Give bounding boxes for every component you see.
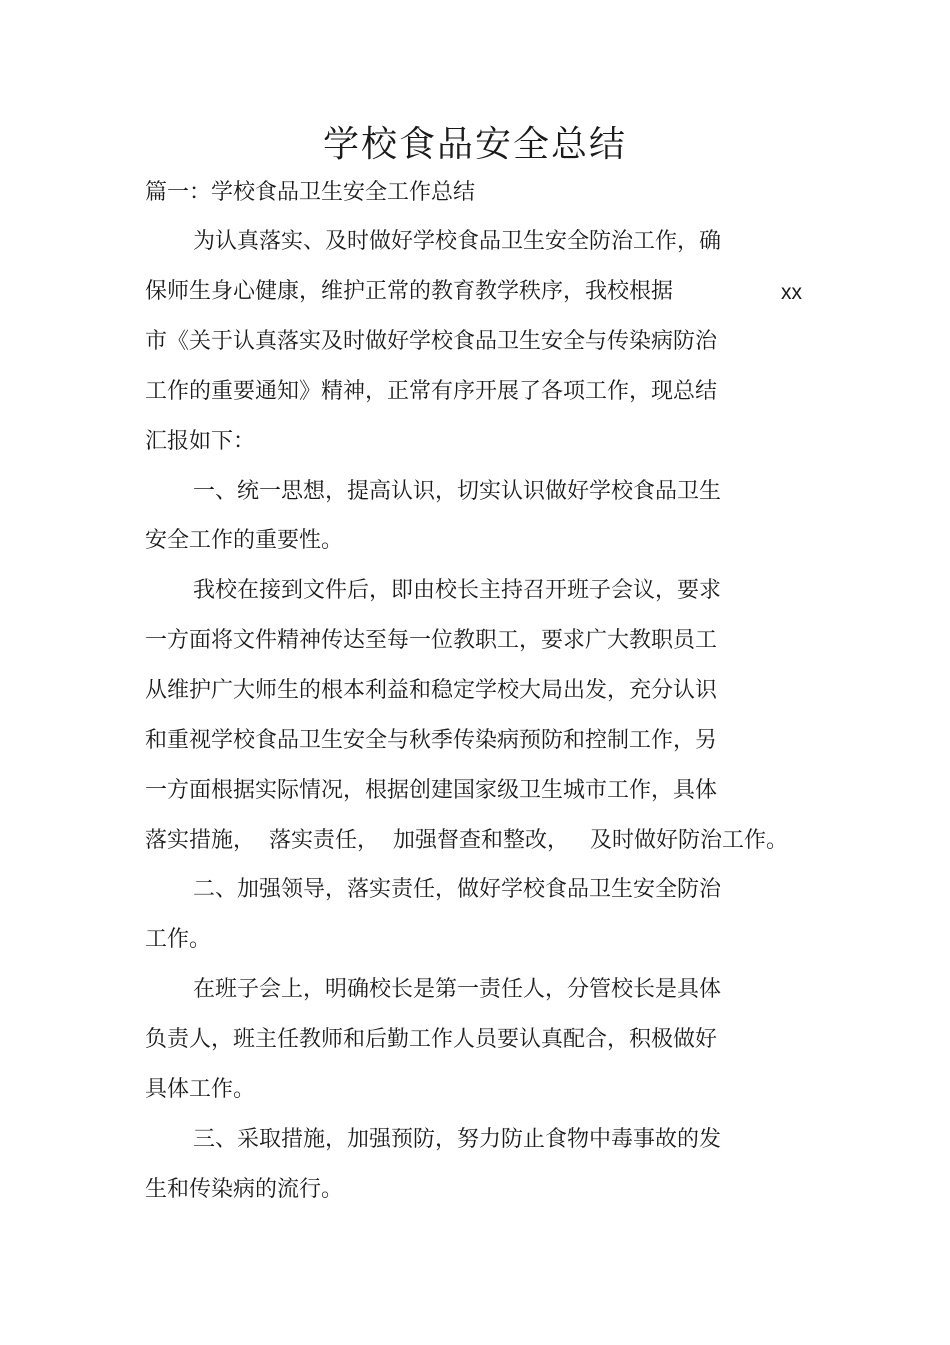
paragraph-line: 我校在接到文件后，即由校长主持召开班子会议，要求 <box>193 578 722 603</box>
section-heading: 工作。 <box>145 927 212 952</box>
paragraph-line: 为认真落实、及时做好学校食品卫生安全防治工作，确 <box>193 229 722 254</box>
paragraph-line: 具体工作。 <box>145 1077 256 1102</box>
section-heading: 安全工作的重要性。 <box>145 528 344 553</box>
document-title: 学校食品安全总结 <box>322 124 627 165</box>
paragraph-line: 负责人，班主任教师和后勤工作人员要认真配合，积极做好 <box>145 1027 718 1052</box>
city-placeholder: xx <box>781 281 802 304</box>
paragraph-line: 保师生身心健康，维护正常的教育教学秩序，我校根据 <box>145 279 674 304</box>
paragraph-line: 和重视学校食品卫生安全与秋季传染病预防和控制工作，另 <box>145 728 718 753</box>
section-heading: 一、统一思想，提高认识，切实认识做好学校食品卫生 <box>193 479 722 504</box>
paragraph-line: 一方面根据实际情况，根据创建国家级卫生城市工作，具体 <box>145 778 718 803</box>
section-heading: 二、加强领导，落实责任，做好学校食品卫生安全防治 <box>193 877 722 902</box>
paragraph-line: 在班子会上，明确校长是第一责任人，分管校长是具体 <box>193 977 722 1002</box>
section-heading: 生和传染病的流行。 <box>145 1177 344 1202</box>
paragraph-line: 一方面将文件精神传达至每一位教职工，要求广大教职员工 <box>145 628 718 653</box>
paragraph-line: 汇报如下： <box>145 429 256 454</box>
paragraph-line: 工作的重要通知》精神，正常有序开展了各项工作，现总结 <box>145 379 718 404</box>
paragraph-line: 从维护广大师生的根本利益和稳定学校大局出发，充分认识 <box>145 678 718 703</box>
section-heading: 三、采取措施，加强预防，努力防止食物中毒事故的发 <box>193 1127 722 1152</box>
paragraph-line: 市《关于认真落实及时做好学校食品卫生安全与传染病防治 <box>145 329 718 354</box>
paragraph-line: 落实措施， 落实责任， 加强督查和整改， 及时做好防治工作。 <box>145 828 788 853</box>
subtitle: 篇一：学校食品卫生安全工作总结 <box>145 180 476 205</box>
